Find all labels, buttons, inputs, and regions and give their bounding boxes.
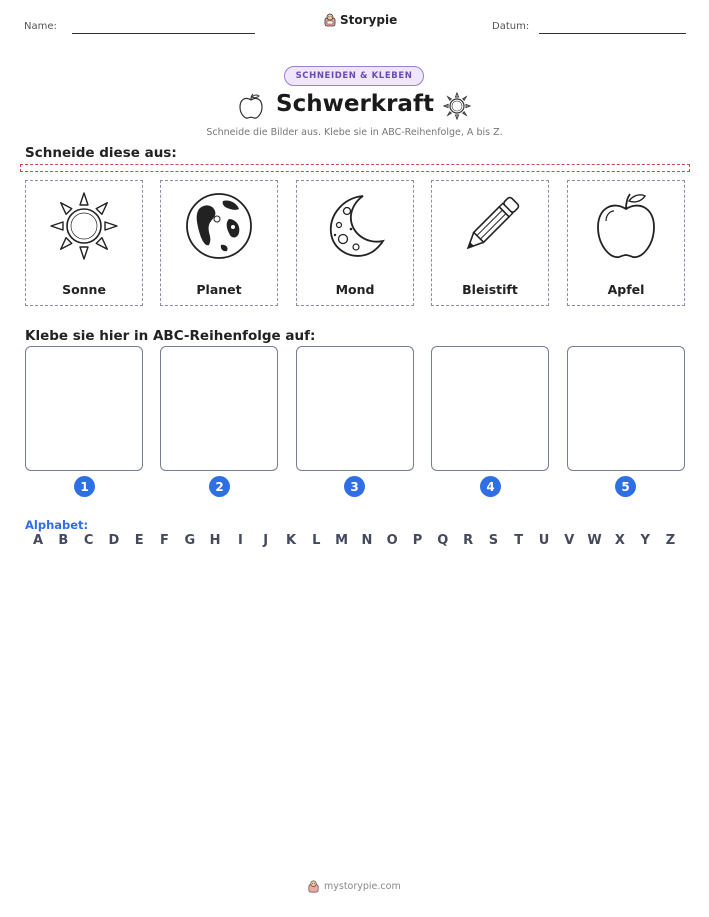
card-label: Mond [335,282,375,297]
page-footer [307,880,401,893]
paste-section-heading: Klebe sie hier in ABC-Reihenfolge auf: [25,328,316,344]
page-title: Schwerkraft [276,91,434,117]
planet-icon [185,189,253,263]
title-row [0,91,709,123]
alphabet-letter: M [335,533,349,548]
moon-icon [321,189,389,263]
alphabet-letter: L [312,533,321,548]
paste-slot-2[interactable] [160,346,278,471]
cut-section-heading: Schneide diese aus: [25,145,177,161]
date-field[interactable] [539,33,686,34]
alphabet-letter: P [412,533,423,548]
page-header [0,0,709,50]
alphabet-letter: S [488,533,499,548]
storypie-logo-icon [323,13,337,27]
cut-card-planet[interactable] [160,180,278,306]
slot-number-5: 5 [615,476,636,497]
cut-card-bleistift[interactable] [431,180,549,306]
alphabet-letter: B [58,533,69,548]
name-field[interactable] [72,33,255,34]
alphabet-letter: C [83,533,94,548]
alphabet-letter: G [184,533,196,548]
alphabet-letter: I [237,533,243,548]
date-label: Datum: [492,21,530,32]
sun-icon [443,92,471,120]
sun-icon [50,189,118,263]
storypie-logo-icon [307,880,320,893]
alphabet-letter: K [285,533,297,548]
brand-name: Storypie [340,13,398,27]
pencil-icon [456,189,524,263]
paste-slot-1[interactable] [25,346,143,471]
alphabet-letter: Y [640,533,650,548]
card-label: Bleistift [462,282,518,297]
alphabet-label: Alphabet: [25,518,89,532]
alphabet-letter: J [263,533,269,548]
cut-card-sonne[interactable] [25,180,143,306]
alphabet-letter: E [134,533,144,548]
alphabet-letter: A [32,533,44,548]
slot-number-1: 1 [74,476,95,497]
alphabet-letter: R [463,533,474,548]
alphabet-letter: H [209,533,221,548]
activity-badge: SCHNEIDEN & KLEBEN [284,66,424,86]
card-label: Sonne [62,282,106,297]
card-label: Planet [196,282,242,297]
alphabet-letter: Q [437,533,449,548]
alphabet-letter: D [108,533,120,548]
alphabet-letter: N [361,533,373,548]
cut-card-mond[interactable] [296,180,414,306]
alphabet-letter: V [564,533,575,548]
alphabet-letter: W [587,533,602,548]
cut-line [20,164,690,172]
brand-logo [323,13,397,27]
card-label: Apfel [607,282,645,297]
cut-card-apfel[interactable] [567,180,685,306]
name-label: Name: [24,21,57,32]
paste-slot-4[interactable] [431,346,549,471]
apple-icon [592,189,660,263]
alphabet-letter: Z [665,533,676,548]
alphabet-strip [29,533,681,551]
alphabet-letter: F [160,533,169,548]
alphabet-letter: O [386,533,398,548]
slot-number-2: 2 [209,476,230,497]
footer-url: mystorypie.com [324,881,401,892]
alphabet-letter: U [538,533,550,548]
apple-icon [238,92,264,120]
paste-slot-5[interactable] [567,346,685,471]
slot-number-4: 4 [480,476,501,497]
instructions: Schneide die Bilder aus. Klebe sie in ABC-Reihenfolge, A bis Z. [206,127,503,138]
slot-number-3: 3 [344,476,365,497]
paste-slot-3[interactable] [296,346,414,471]
alphabet-letter: X [614,533,625,548]
alphabet-letter: T [514,533,524,548]
